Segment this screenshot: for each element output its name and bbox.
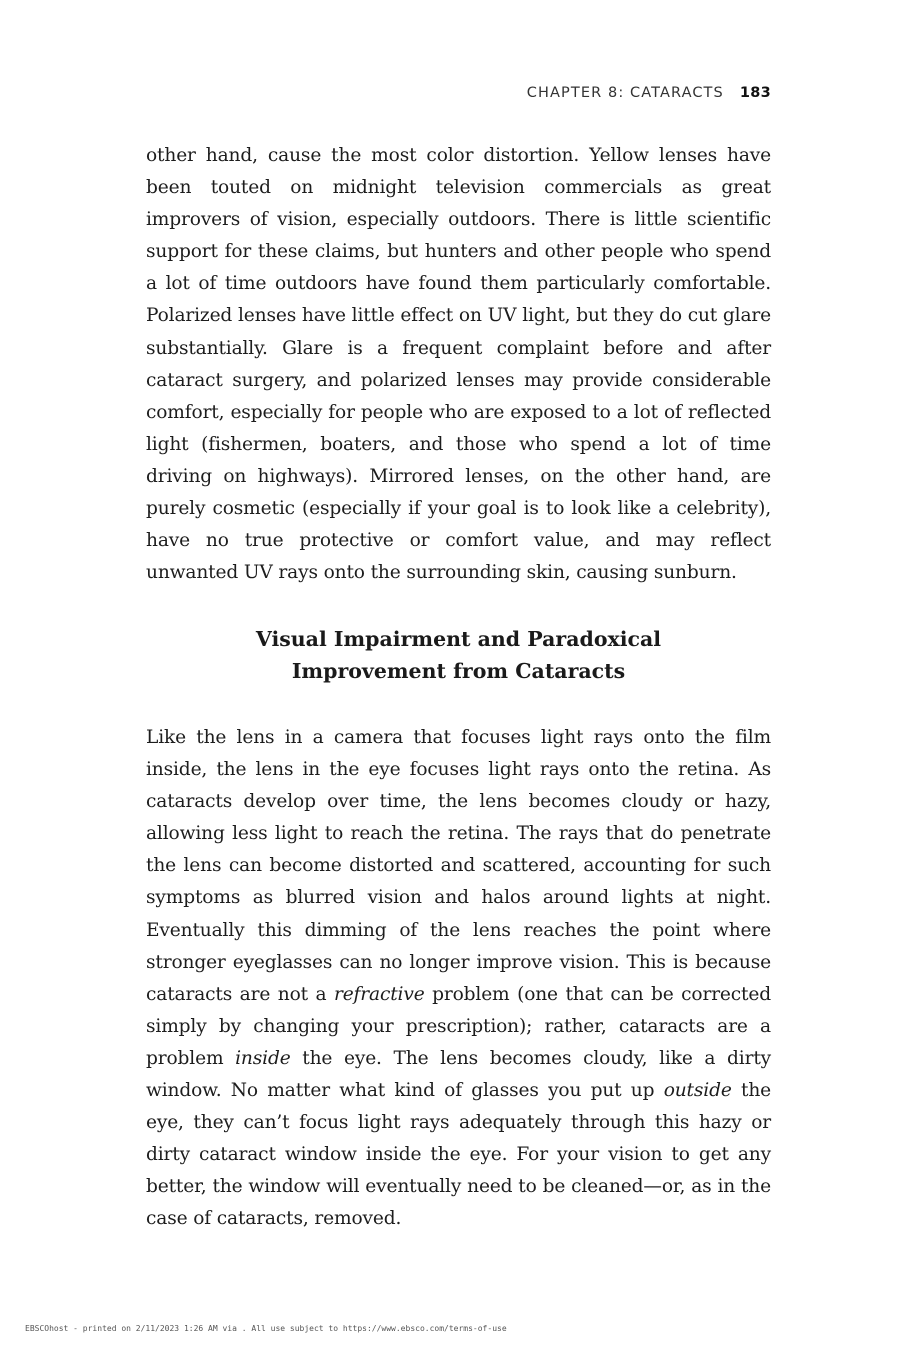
- page-number: 183: [739, 85, 771, 101]
- text-run: Like the lens in a camera that focuses light rays onto the film inside, the lens in the eye focuses light rays onto the retina. As cataracts develop over time, the lens becomes cloudy or hazy, allowing less light to reach the retina. The rays that do penetrate the lens can become distorted and scattered, accounting for such symptoms as blurred vision and halos around lights at night. Eventually this dimming of the lens reaches the point where stronger eyeglasses can no longer improve vision. This is because cataracts are not a: [146, 727, 771, 1005]
- section-heading-line: Improvement from Cataracts: [291, 659, 626, 683]
- emphasis-text: inside: [235, 1047, 291, 1069]
- print-footer: EBSCOhost - printed on 2/11/2023 1:26 AM via . All use subject to https://www.ebsco.com/terms-of-use: [25, 1324, 507, 1333]
- text-run: the eye. The lens becomes cloudy, like a dirty window. No matter what kind of glasses you put up: [146, 1047, 771, 1102]
- text-run: problem (one that can be corrected simply by changing your prescription); rather, cataracts are a problem: [146, 983, 771, 1069]
- chapter-title: CHAPTER 8: CATARACTS: [526, 85, 724, 101]
- emphasis-text: refractive: [333, 983, 425, 1005]
- emphasis-text: outside: [663, 1080, 732, 1102]
- text-run: the eye, they can’t focus light rays adequately through this hazy or dirty cataract window inside the eye. For your vision to get any better, the window will eventually need to be cleaned—or, as in the case of cataracts, removed.: [146, 1080, 771, 1230]
- body-paragraph: [146, 722, 771, 1236]
- section-heading-line: Visual Impairment and Paradoxical: [255, 627, 662, 651]
- section-heading: [146, 623, 771, 687]
- body-paragraph: other hand, cause the most color distortion. Yellow lenses have been touted on midnight television commercials as great improvers of vision, especially outdoors. There is little scientific support for these claims, but hunters and other people who spend a lot of time outdoors have found them particularly comfortable. Polarized lenses have little effect on UV light, but they do cut glare substantially. Glare is a frequent complaint before and after cataract surgery, and polarized lenses may provide considerable comfort, especially for people who are exposed to a lot of reflected light (fishermen, boaters, and those who spend a lot of time driving on highways). Mirrored lenses, on the other hand, are purely cosmetic (especially if your goal is to look like a celebrity), have no true protective or comfort value, and may reflect unwanted UV rays onto the surrounding skin, causing sunburn.: [146, 145, 771, 584]
- running-head: [527, 85, 771, 101]
